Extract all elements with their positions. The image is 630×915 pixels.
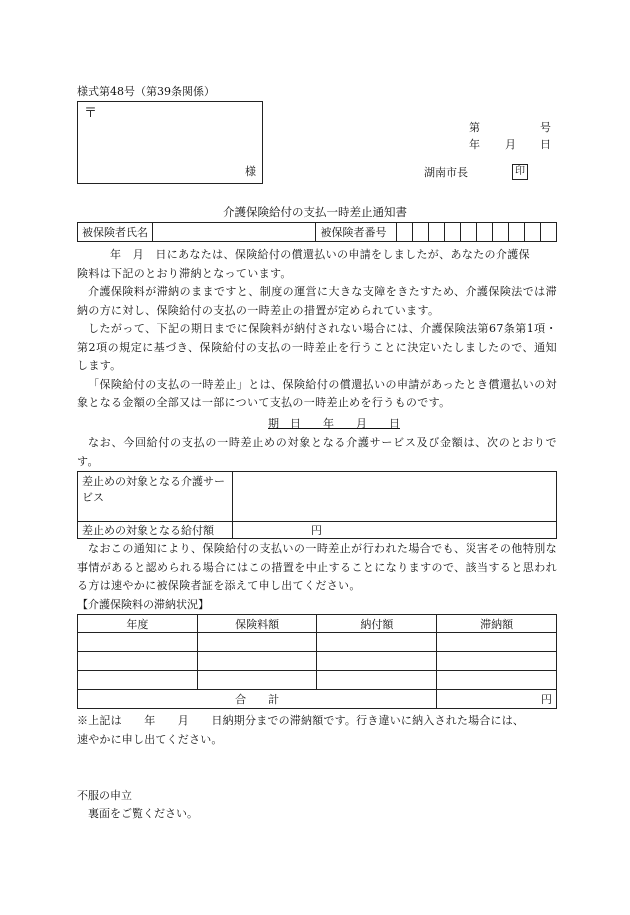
arrears-heading: 【介護保険料の滞納状況】 — [77, 598, 209, 611]
arrears-table — [77, 614, 557, 709]
suspension-table — [77, 471, 557, 539]
number-cell — [476, 223, 492, 242]
number-cell — [396, 223, 412, 242]
suspension-service-field — [233, 472, 557, 522]
number-cell — [492, 223, 508, 242]
arrears-cell — [78, 671, 198, 690]
address-box — [77, 101, 263, 184]
insured-name-field — [153, 223, 316, 242]
arrears-cell — [437, 671, 557, 690]
seal-mark: 印 — [512, 164, 528, 180]
paragraph-dates-cont: 険料は下記のとおり滞納となっています。 — [77, 266, 292, 280]
paragraph-exception: なおこの通知により、保険給付の支払いの一時差止が行われた場合でも、災害その他特別な事情があると認められる場合にはこの措置を中止することになりますので、該当すると思われる方は速やかに被保険者証を添えて申し出てください。 — [77, 542, 557, 592]
issue-month: 月 — [505, 138, 516, 151]
appeal-text: 裏面をご覧ください。 — [88, 807, 198, 820]
number-cell — [428, 223, 444, 242]
insured-number-label: 被保険者番号 — [316, 223, 396, 242]
notice-body — [77, 246, 557, 413]
number-cell — [524, 223, 540, 242]
notice-body-2 — [77, 434, 557, 471]
arrears-cell — [78, 633, 198, 652]
number-cell — [460, 223, 476, 242]
column-header: 年度 — [78, 615, 198, 633]
column-header: 納付額 — [317, 615, 437, 633]
column-header: 滞納額 — [437, 615, 557, 633]
deadline: 期 日 年 月 日 — [268, 417, 400, 430]
issue-day: 日 — [540, 138, 551, 151]
arrears-cell — [317, 671, 437, 690]
arrears-cell — [197, 671, 317, 690]
arrears-cell — [317, 652, 437, 671]
column-header: 保険料額 — [197, 615, 317, 633]
note-line-1: ※上記は 年 月 日納期分までの滞納額です。行き違いに納入された場合には、 — [77, 714, 525, 727]
arrears-cell — [437, 652, 557, 671]
honorific: 様 — [245, 165, 256, 178]
issuer-title: 湖南市長 — [424, 166, 468, 179]
arrears-total-label: 合 計 — [78, 690, 437, 709]
issue-number-prefix: 第 — [469, 121, 480, 134]
document-title: 介護保険給付の支払一時差止通知書 — [223, 205, 407, 219]
suspension-service-label: 差止めの対象となる介護サービス — [78, 472, 233, 522]
appeal-heading: 不服の申立 — [77, 789, 132, 802]
suspension-amount-label: 差止めの対象となる給付額 — [78, 522, 233, 539]
note-line-2: 速やかに申し出てください。 — [77, 733, 223, 746]
number-cell — [508, 223, 524, 242]
paragraph-warning: 介護保険料が滞納のままですと、制度の運営に大きな支障をきたすため、介護保険法では滞納の方に対し、保険給付の支払の一時差止の措置が定められています。 — [77, 285, 557, 317]
arrears-cell — [197, 652, 317, 671]
issue-number-suffix: 号 — [540, 121, 551, 134]
arrears-total-unit: 円 — [437, 690, 557, 709]
postal-mark: 〒 — [84, 106, 98, 121]
issue-year: 年 — [469, 138, 480, 151]
arrears-cell — [317, 633, 437, 652]
arrears-cell — [78, 652, 198, 671]
arrears-cell — [437, 633, 557, 652]
paragraph-scope: なお、今回給付の支払の一時差止めの対象となる介護サービス及び金額は、次のとおりです。 — [77, 436, 557, 468]
insured-name-label: 被保険者氏名 — [78, 223, 153, 242]
suspension-amount-unit: 円 — [233, 522, 557, 539]
number-cell — [540, 223, 556, 242]
notice-body-3 — [77, 540, 557, 596]
number-cell — [412, 223, 428, 242]
paragraph-decision: したがって、下記の期日までに保険料が納付されない場合には、介護保険法第67条第1項・第2項の規定に基づき、保険給付の支払の一時差止を行うことに決定いたしましたので、通知します。 — [77, 322, 557, 372]
number-cell — [444, 223, 460, 242]
arrears-cell — [197, 633, 317, 652]
form-number: 様式第48号（第39条関係） — [77, 85, 215, 98]
insured-info-table — [77, 222, 557, 242]
paragraph-definition: 「保険給付の支払の一時差止」とは、保険給付の償還払いの申請があったとき償還払いの対象となる金額の全部又は一部について支払の一時差止めを行うものです。 — [77, 377, 557, 409]
paragraph-dates: 年 月 日にあなたは、保険給付の償還払いの申請をしましたが、あなたの介護保 — [110, 248, 530, 261]
